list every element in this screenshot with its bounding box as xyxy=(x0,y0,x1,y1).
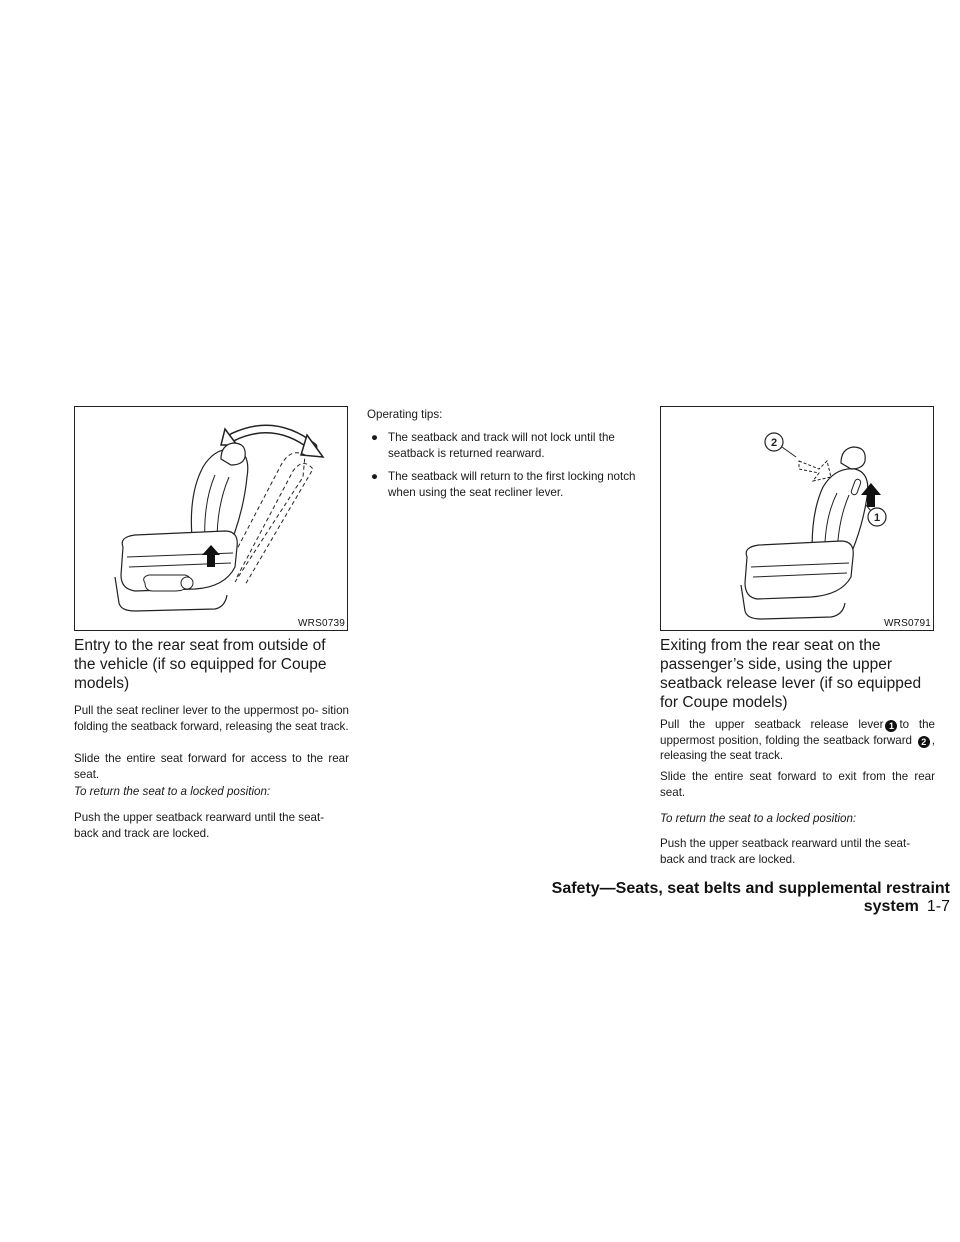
paragraph-slide-seat: Slide the entire seat forward for access to the rear seat. xyxy=(74,752,349,781)
p1-part-b: to the uppermost position, folding the seatback forward xyxy=(660,718,935,747)
figure-code: WRS0739 xyxy=(298,618,345,629)
section-heading-exiting: Exiting from the rear seat on the passenger’s side, using the upper seatback release lever (if so equipped for Coupe models) xyxy=(660,637,922,711)
paragraph-return-heading: To return the seat to a locked position: xyxy=(74,785,271,798)
paragraph-pull-release-lever xyxy=(660,717,935,764)
p1-part-a: Pull the upper seatback release lever xyxy=(660,718,884,731)
tip-text: The seatback and track will not lock until the seatback is returned rearward. xyxy=(388,431,615,460)
callout-2-icon: 2 xyxy=(918,736,930,748)
figure-seatback-release xyxy=(660,406,934,631)
paragraph-push-seatback-right: Push the upper seatback rearward until the seat- back and track are locked. xyxy=(660,837,911,866)
callout-2-label: 2 xyxy=(770,437,778,449)
bullet-dot: ● xyxy=(371,470,379,483)
callout-1-label: 1 xyxy=(873,512,881,524)
seat-recliner-illustration xyxy=(75,407,347,629)
section-heading-entry: Entry to the rear seat from outside of the vehicle (if so equipped for Coupe models) xyxy=(74,637,327,692)
bullet-dot: ● xyxy=(371,431,379,444)
paragraph-return-heading-right: To return the seat to a locked position: xyxy=(660,812,857,825)
paragraph-slide-seat-exit: Slide the entire seat forward to exit from the rear seat. xyxy=(660,770,935,799)
callout-1-icon: 1 xyxy=(885,720,897,732)
page-footer xyxy=(480,880,950,916)
paragraph-pull-lever: Pull the seat recliner lever to the uppermost po- sition folding the seatback forward, releasing the seat track. xyxy=(74,704,349,733)
p1-part-c: , releasing the seat track. xyxy=(660,733,935,762)
paragraph-push-seatback: Push the upper seatback rearward until the seat- back and track are locked. xyxy=(74,811,325,840)
operating-tips-label: Operating tips: xyxy=(367,408,443,421)
figure-code: WRS0791 xyxy=(884,618,931,629)
figure-seat-recliner xyxy=(74,406,348,631)
footer-section-title: Safety—Seats, seat belts and supplemental restraint system xyxy=(551,880,950,915)
seatback-release-illustration xyxy=(661,407,933,629)
page-number: 1-7 xyxy=(926,898,950,915)
tip-text: The seatback will return to the first locking notch when using the seat recliner lever. xyxy=(388,470,636,499)
